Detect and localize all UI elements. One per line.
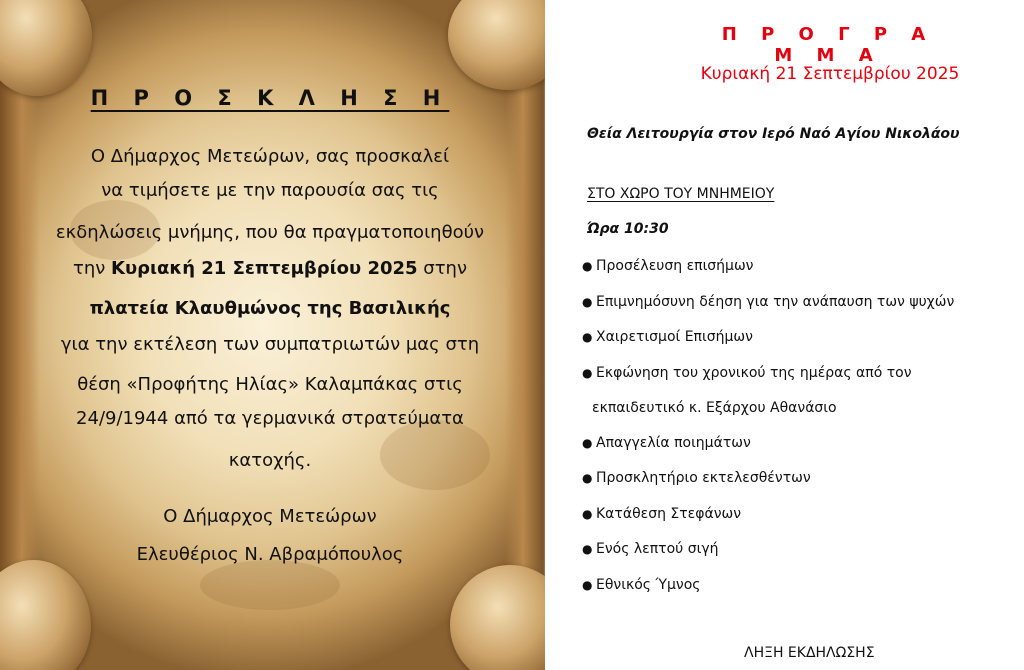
invitation-date-line — [20, 254, 520, 284]
program-item — [582, 258, 754, 274]
monument-heading: ΣΤΟ ΧΩΡΟ ΤΟΥ ΜΝΗΜΕΙΟΥ — [587, 186, 775, 202]
event-end: ΛΗΞΗ ΕΚΔΗΛΩΣΗΣ — [744, 645, 875, 661]
program-item-label: Χαιρετισμοί Επισήμων — [596, 329, 753, 345]
program-item-label: Προσκλητήριο εκτελεσθέντων — [596, 470, 811, 486]
program-title: Π Ρ Ο Γ Ρ Α Μ Μ Α — [721, 24, 935, 66]
program-item — [582, 506, 741, 522]
program-item — [582, 541, 719, 557]
program-item-label: Εθνικός Ύμνος — [596, 577, 701, 593]
bullet-icon: ● — [582, 436, 593, 450]
program-item-label: Προσέλευση επισήμων — [596, 258, 754, 274]
program-item-label: Απαγγελία ποιημάτων — [596, 435, 751, 451]
invitation-line: κατοχής. — [228, 450, 312, 471]
invitation-line: Ο Δήμαρχος Μετεώρων, σας προσκαλεί — [90, 146, 450, 167]
event-location: πλατεία Κλαυθμώνος της Βασιλικής — [89, 298, 451, 319]
signature-name: Ελευθέριος Ν. Αβραμόπουλος — [136, 544, 404, 565]
bullet-icon: ● — [582, 295, 593, 309]
program-item-label: Επιμνημόσυνη δέηση για την ανάπαυση των ψυχών — [596, 294, 955, 310]
program-item — [582, 435, 751, 451]
program-item — [582, 294, 954, 310]
program-item — [582, 365, 912, 381]
program-item — [582, 470, 811, 486]
invitation-line: θέση «Προφήτης Ηλίας» Καλαμπάκας στις — [77, 374, 463, 395]
bullet-icon: ● — [582, 259, 593, 273]
text-segment: στην — [417, 258, 467, 279]
text-segment: την — [73, 258, 112, 279]
invitation-line: να τιμήσετε με την παρουσία σας τις — [101, 180, 439, 201]
invitation-line: εκδηλώσεις μνήμης, που θα πραγματοποιηθούν — [55, 222, 485, 243]
program-item — [582, 329, 753, 345]
bullet-icon: ● — [582, 366, 593, 380]
bullet-icon: ● — [582, 578, 593, 592]
event-date: Κυριακή 21 Σεπτεμβρίου 2025 — [111, 258, 418, 279]
invitation-title: Π Ρ Ο Σ Κ Λ Η Σ Η — [90, 86, 450, 110]
liturgy-line: Θεία Λειτουργία στον Ιερό Ναό Αγίου Νικολάου — [587, 126, 960, 142]
invitation-line: για την εκτέλεση των συμπατριωτών μας στη — [60, 334, 480, 355]
signature-role: Ο Δήμαρχος Μετεώρων — [163, 506, 377, 527]
bullet-icon: ● — [582, 507, 593, 521]
program-item-label: Κατάθεση Στεφάνων — [596, 506, 742, 522]
program-item-label: Ενός λεπτού σιγή — [596, 541, 719, 557]
program-date: Κυριακή 21 Σεπτεμβρίου 2025 — [700, 64, 960, 84]
program-item-continuation: εκπαιδευτικό κ. Εξάρχου Αθανάσιο — [592, 400, 837, 416]
invitation-line: 24/9/1944 από τα γερμανικά στρατεύματα — [76, 408, 464, 429]
program-item-label: Εκφώνηση του χρονικού της ημέρας από τον — [596, 365, 912, 381]
bullet-icon: ● — [582, 330, 593, 344]
bullet-icon: ● — [582, 471, 593, 485]
start-time: Ώρα 10:30 — [587, 221, 669, 237]
program-item — [582, 577, 701, 593]
bullet-icon: ● — [582, 542, 593, 556]
